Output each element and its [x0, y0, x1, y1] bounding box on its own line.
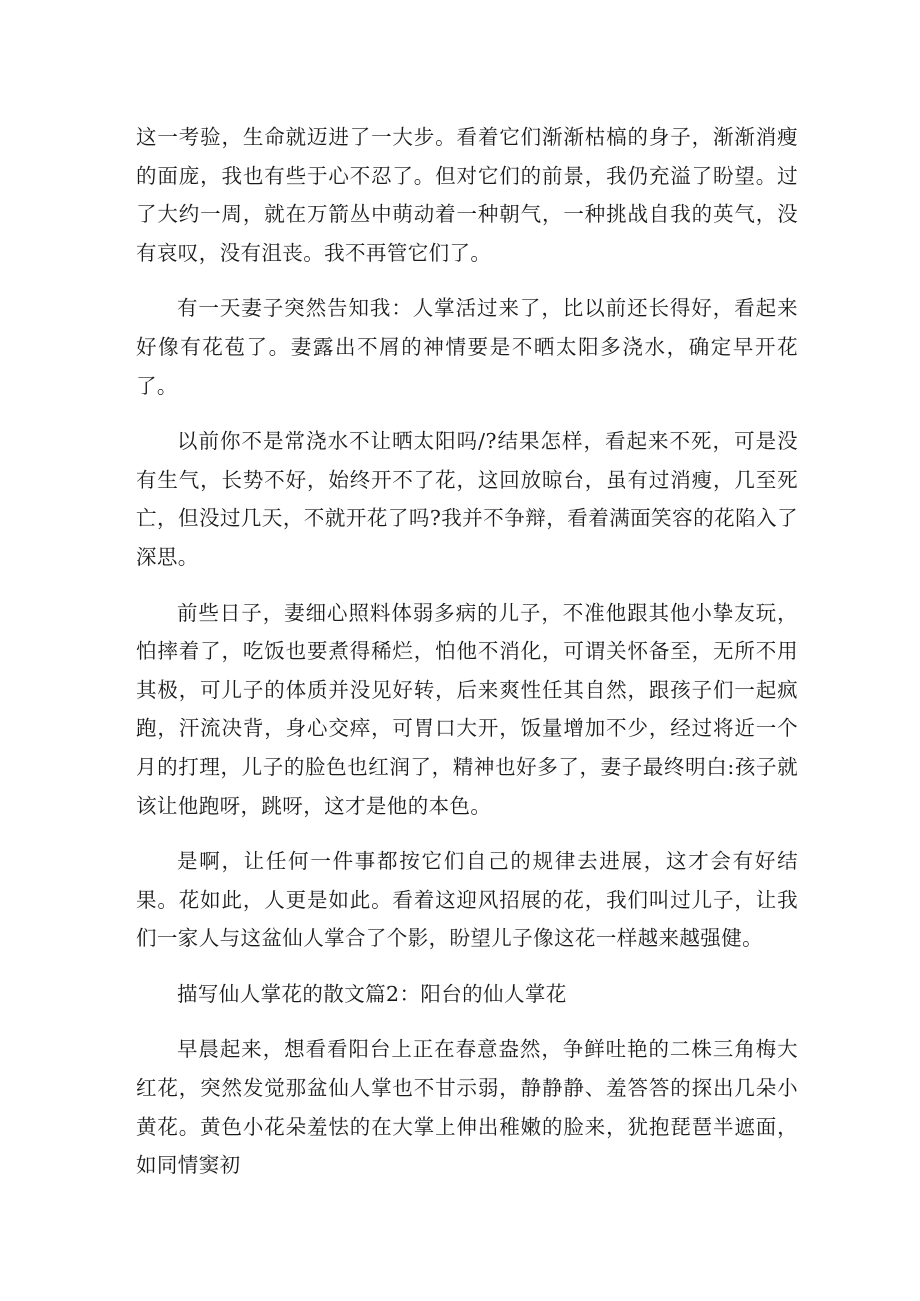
paragraph: 早晨起来，想看看阳台上正在春意盎然，争鲜吐艳的二株三角梅大红花，突然发觉那盆仙人掌也不甘示弱，静静静、羞答答的探出几朵小黄花。黄色小花朵羞怯的在大掌上伸出稚嫩的脸来，犹抱琵琶半遮面，如同情窦初: [136, 1037, 798, 1178]
section-heading: 描写仙人掌花的散文篇2：阳台的仙人掌花: [177, 981, 567, 1006]
paragraph: 以前你不是常浇水不让晒太阳吗/?结果怎样，看起来不死，可是没有生气，长势不好，始终开不了花，这回放晾台，虽有过消瘦，几至死亡，但没过几天，不就开花了吗?我并不争辩，看着满面笑容的花陷入了深思。: [136, 429, 798, 569]
paragraph-continuation: 这一考验，生命就迈进了一大步。看着它们渐渐枯槁的身子，渐渐消瘦的面庞，我也有些于心不忍了。但对它们的前景，我仍充溢了盼望。过了大约一周，就在万箭丛中萌动着一种朝气，一种挑战自我的英气，没有哀叹，没有沮丧。我不再管它们了。: [136, 125, 798, 265]
paragraph: 有一天妻子突然告知我：人掌活过来了，比以前还长得好，看起来好像有花苞了。妻露出不屑的神情要是不晒太阳多浇水，确定早开花了。: [136, 296, 798, 398]
document-body: [136, 118, 798, 1202]
paragraph: 前些日子，妻细心照料体弱多病的儿子，不准他跟其他小挚友玩，怕摔着了，吃饭也要煮得稀烂，怕他不消化，可谓关怀备至，无所不用其极，可儿子的体质并没见好转，后来爽性任其自然，跟孩子们一起疯跑，汗流决背，身心交瘁，可胃口大开，饭量增加不少，经过将近一个月的打理，儿子的脸色也红润了，精神也好多了，妻子最终明白:孩子就该让他跑呀，跳呀，这才是他的本色。: [136, 600, 798, 818]
paragraph: 是啊，让任何一件事都按它们自己的规律去进展，这才会有好结果。花如此，人更是如此。看着这迎风招展的花，我们叫过儿子，让我们一家人与这盆仙人掌合了个影，盼望儿子像这花一样越来越强健。: [136, 849, 798, 951]
